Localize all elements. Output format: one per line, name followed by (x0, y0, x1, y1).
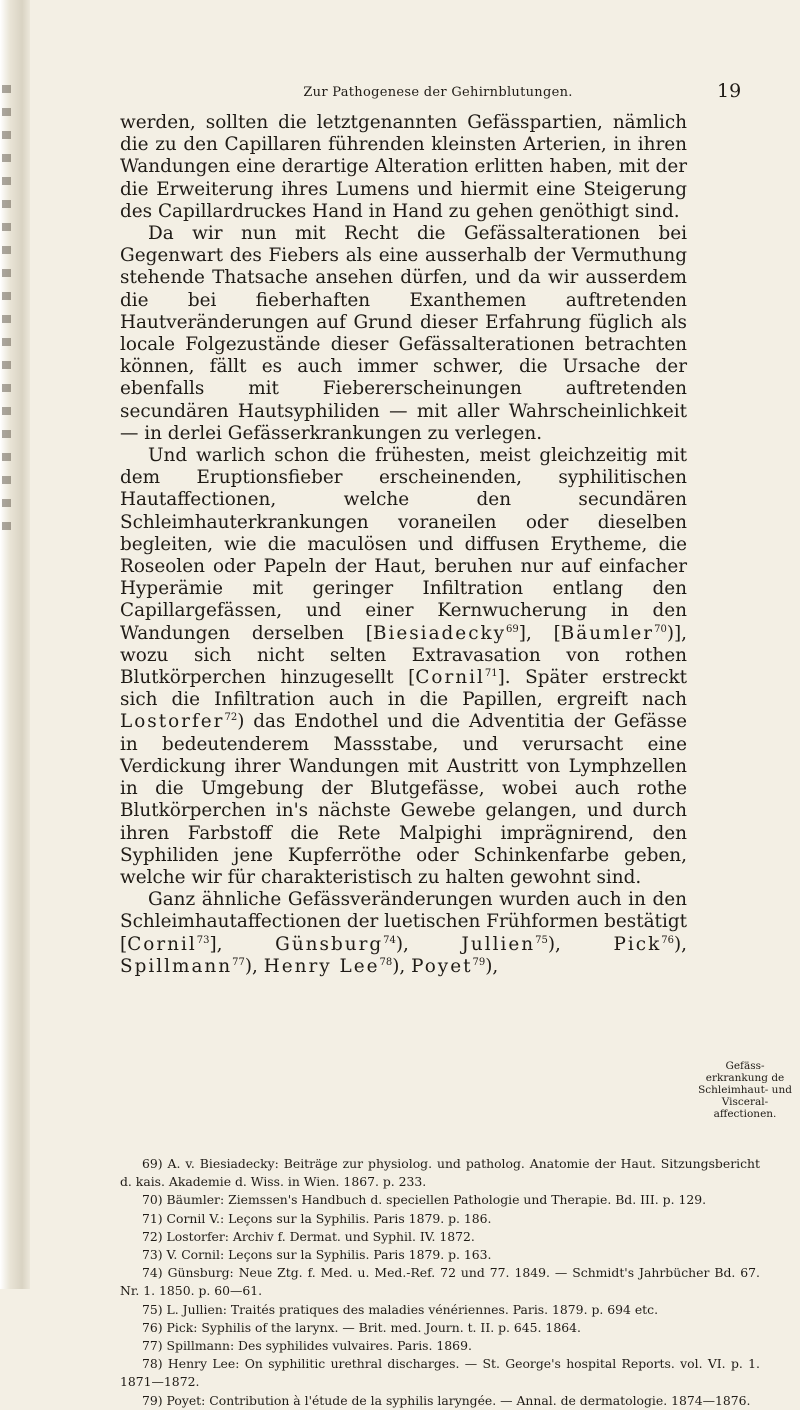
text-run: ]. Später erstreckt sich die Infiltration auch in die Papillen, ergreift nach (120, 667, 687, 711)
reference-mark: 78 (379, 956, 393, 968)
footnotes (120, 1155, 760, 1410)
reference-mark: 77 (232, 956, 245, 968)
author-name: Lostorfer (120, 711, 225, 733)
paragraph (120, 445, 687, 889)
author-name: Henry Lee (263, 955, 380, 977)
main-text (120, 112, 687, 978)
footnote: 70) Bäumler: Ziemssen's Handbuch d. speciellen Pathologie und Therapie. Bd. III. p. 129. (142, 1192, 707, 1208)
paragraph: werden, sollten die letztgenannten Gefässpartien, nämlich die zu den Capillaren führenden kleinsten Arterien, in ihren Wandungen eine derartige Alteration erlitten haben, mit der die Erweiterung ihres Lumens und hiermit eine Steigerung des Capillardruckes Hand in Hand zu gehen genöthigt sind. (120, 112, 687, 222)
running-title: Zur Pathogenese der Gehirnblutungen. (303, 85, 573, 100)
author-name: Spillmann (120, 955, 233, 977)
reference-mark: 75 (535, 934, 548, 946)
reference-mark: 73 (196, 934, 210, 946)
text-run: ), (485, 955, 499, 977)
author-name: Günsburg (275, 933, 384, 955)
reference-mark: 79 (472, 956, 486, 968)
reference-mark: 69 (506, 623, 519, 635)
paragraph: Ganz ähnliche Gefässveränderungen wurden auch in den Schleimhautaffectionen der luetischen Frühformen bestätigt [Cornil$^{73}$], Günsburg$^{74}$), Jullien$^{75}$), Pick$^{76}$), Spillmann$^{77}$), Henry Lee$^{78}$), Poyet$^{79}$), (120, 889, 688, 977)
reference-mark: 70 (654, 623, 667, 635)
footnote: 75) L. Jullien: Traités pratiques des maladies vénériennes. Paris. 1879. p. 694 etc. (142, 1301, 659, 1317)
footnote: 71) Cornil V.: Leçons sur la Syphilis. Paris 1879. p. 186. (142, 1210, 492, 1226)
reference-mark: 71 (484, 667, 498, 679)
author-name: Bäumler (560, 622, 655, 644)
footnote: 72) Lostorfer: Archiv f. Dermat. und Syphil. IV. 1872. (142, 1228, 475, 1244)
author-name: Cornil (415, 667, 485, 689)
author-name: Poyet (411, 955, 473, 977)
footnote: 69) A. v. Biesiadecky: Beiträge zur physiolog. und patholog. Anatomie der Haut. Sitzungsbericht d. kais. Akademie d. Wiss. in Wien. 1867. p. 233. (120, 1156, 760, 1190)
paragraph: Da wir nun mit Recht die Gefässalterationen bei Gegenwart des Fiebers als eine ausserhalb der Vermuthung stehende Thatsache ansehen dürfen, und da wir ausserdem die bei fieberhaften Exanthemen auftretenden Hautveränderungen auf Grund dieser Erfahrung füglich als locale Folgezustände dieser Gefässalterationen betrachten können, fällt es auch immer schwer, die Ursache der ebenfalls mit Fiebererscheinungen auftretenden secundären Hautsyphiliden — mit aller Wahrscheinlichkeit — in derlei Gefässerkrankungen zu verlegen. (120, 223, 687, 444)
margin-note: Gefäss-erkrankung de Schleimhaut- und Visceral-affectionen. (698, 1060, 792, 1120)
page-gutter (0, 0, 30, 1289)
page-number: 19 (717, 80, 742, 102)
reference-mark: 74 (383, 934, 396, 946)
footnote: 79) Poyet: Contribution à l'étude de la syphilis laryngée. — Annal. de dermatologie. 1874—1876. (142, 1392, 751, 1408)
text-run: ], [ (518, 622, 561, 644)
author-name: Jullien (461, 933, 536, 955)
footnote: 76) Pick: Syphilis of the larynx. — Brit. med. Journ. t. II. p. 645. 1864. (142, 1319, 581, 1335)
text-run: )], wozu sich nicht selten Extravasation von rothen Blutkörperchen hinzugesellt [ (120, 622, 688, 689)
reference-mark: 72 (224, 712, 238, 724)
text-run: Und warlich schon die frühesten, meist gleichzeitig mit dem Eruptionsfieber erscheinenden, syphilitischen Hautaffectionen, welche den secundären Schleimhauterkrankungen voraneilen oder dieselben begleiten, wie die maculösen und diffusen Erytheme, die Roseolen oder Papeln der Haut, beruhen nur auf einfacher Hyperämie mit geringer Infiltration entlang den Capillargefässen, und einer Kernwucherung in den Wandungen derselben [ (120, 445, 687, 644)
footnote: 73) V. Cornil: Leçons sur la Syphilis. Paris 1879. p. 163. (142, 1247, 492, 1263)
text-run: ) das Endothel und die Adventitia der Gefässe in bedeutenderem Massstabe, und verursacht eine Verdickung ihrer Wandungen mit Austritt von Lymphzellen in die Umgebung der Blutgefässe, wobei auch rothe Blutkörperchen in's nächste Gewebe gelangen, und durch ihren Farbstoff die Rete Malpighi imprägnirend, den Syphiliden jene Kupferröthe oder Schinkenfarbe geben, welche wir für charakteristisch zu halten gewohnt sind. (120, 711, 687, 888)
author-name: Cornil (127, 933, 197, 955)
author-name: Pick (613, 933, 662, 955)
bleed-through-marks (2, 85, 18, 545)
text-run: Ganz ähnliche Gefässveränderungen wurden auch in den Schleimhautaffectionen der luetischen Frühformen bestätigt [ (120, 889, 687, 955)
reference-mark: 76 (661, 934, 674, 946)
author-name: Biesiadecky (372, 622, 507, 644)
footnote: 78) Henry Lee: On syphilitic urethral discharges. — St. George's hospital Reports. vol. VI. p. 1. 1871—1872. (120, 1356, 760, 1390)
footnote: 74) Günsburg: Neue Ztg. f. Med. u. Med.-Ref. 72 und 77. 1849. — Schmidt's Jahrbücher Bd. 67. Nr. 1. 1850. p. 60—61. (120, 1265, 760, 1299)
footnote: 77) Spillmann: Des syphilides vulvaires. Paris. 1869. (142, 1338, 472, 1354)
